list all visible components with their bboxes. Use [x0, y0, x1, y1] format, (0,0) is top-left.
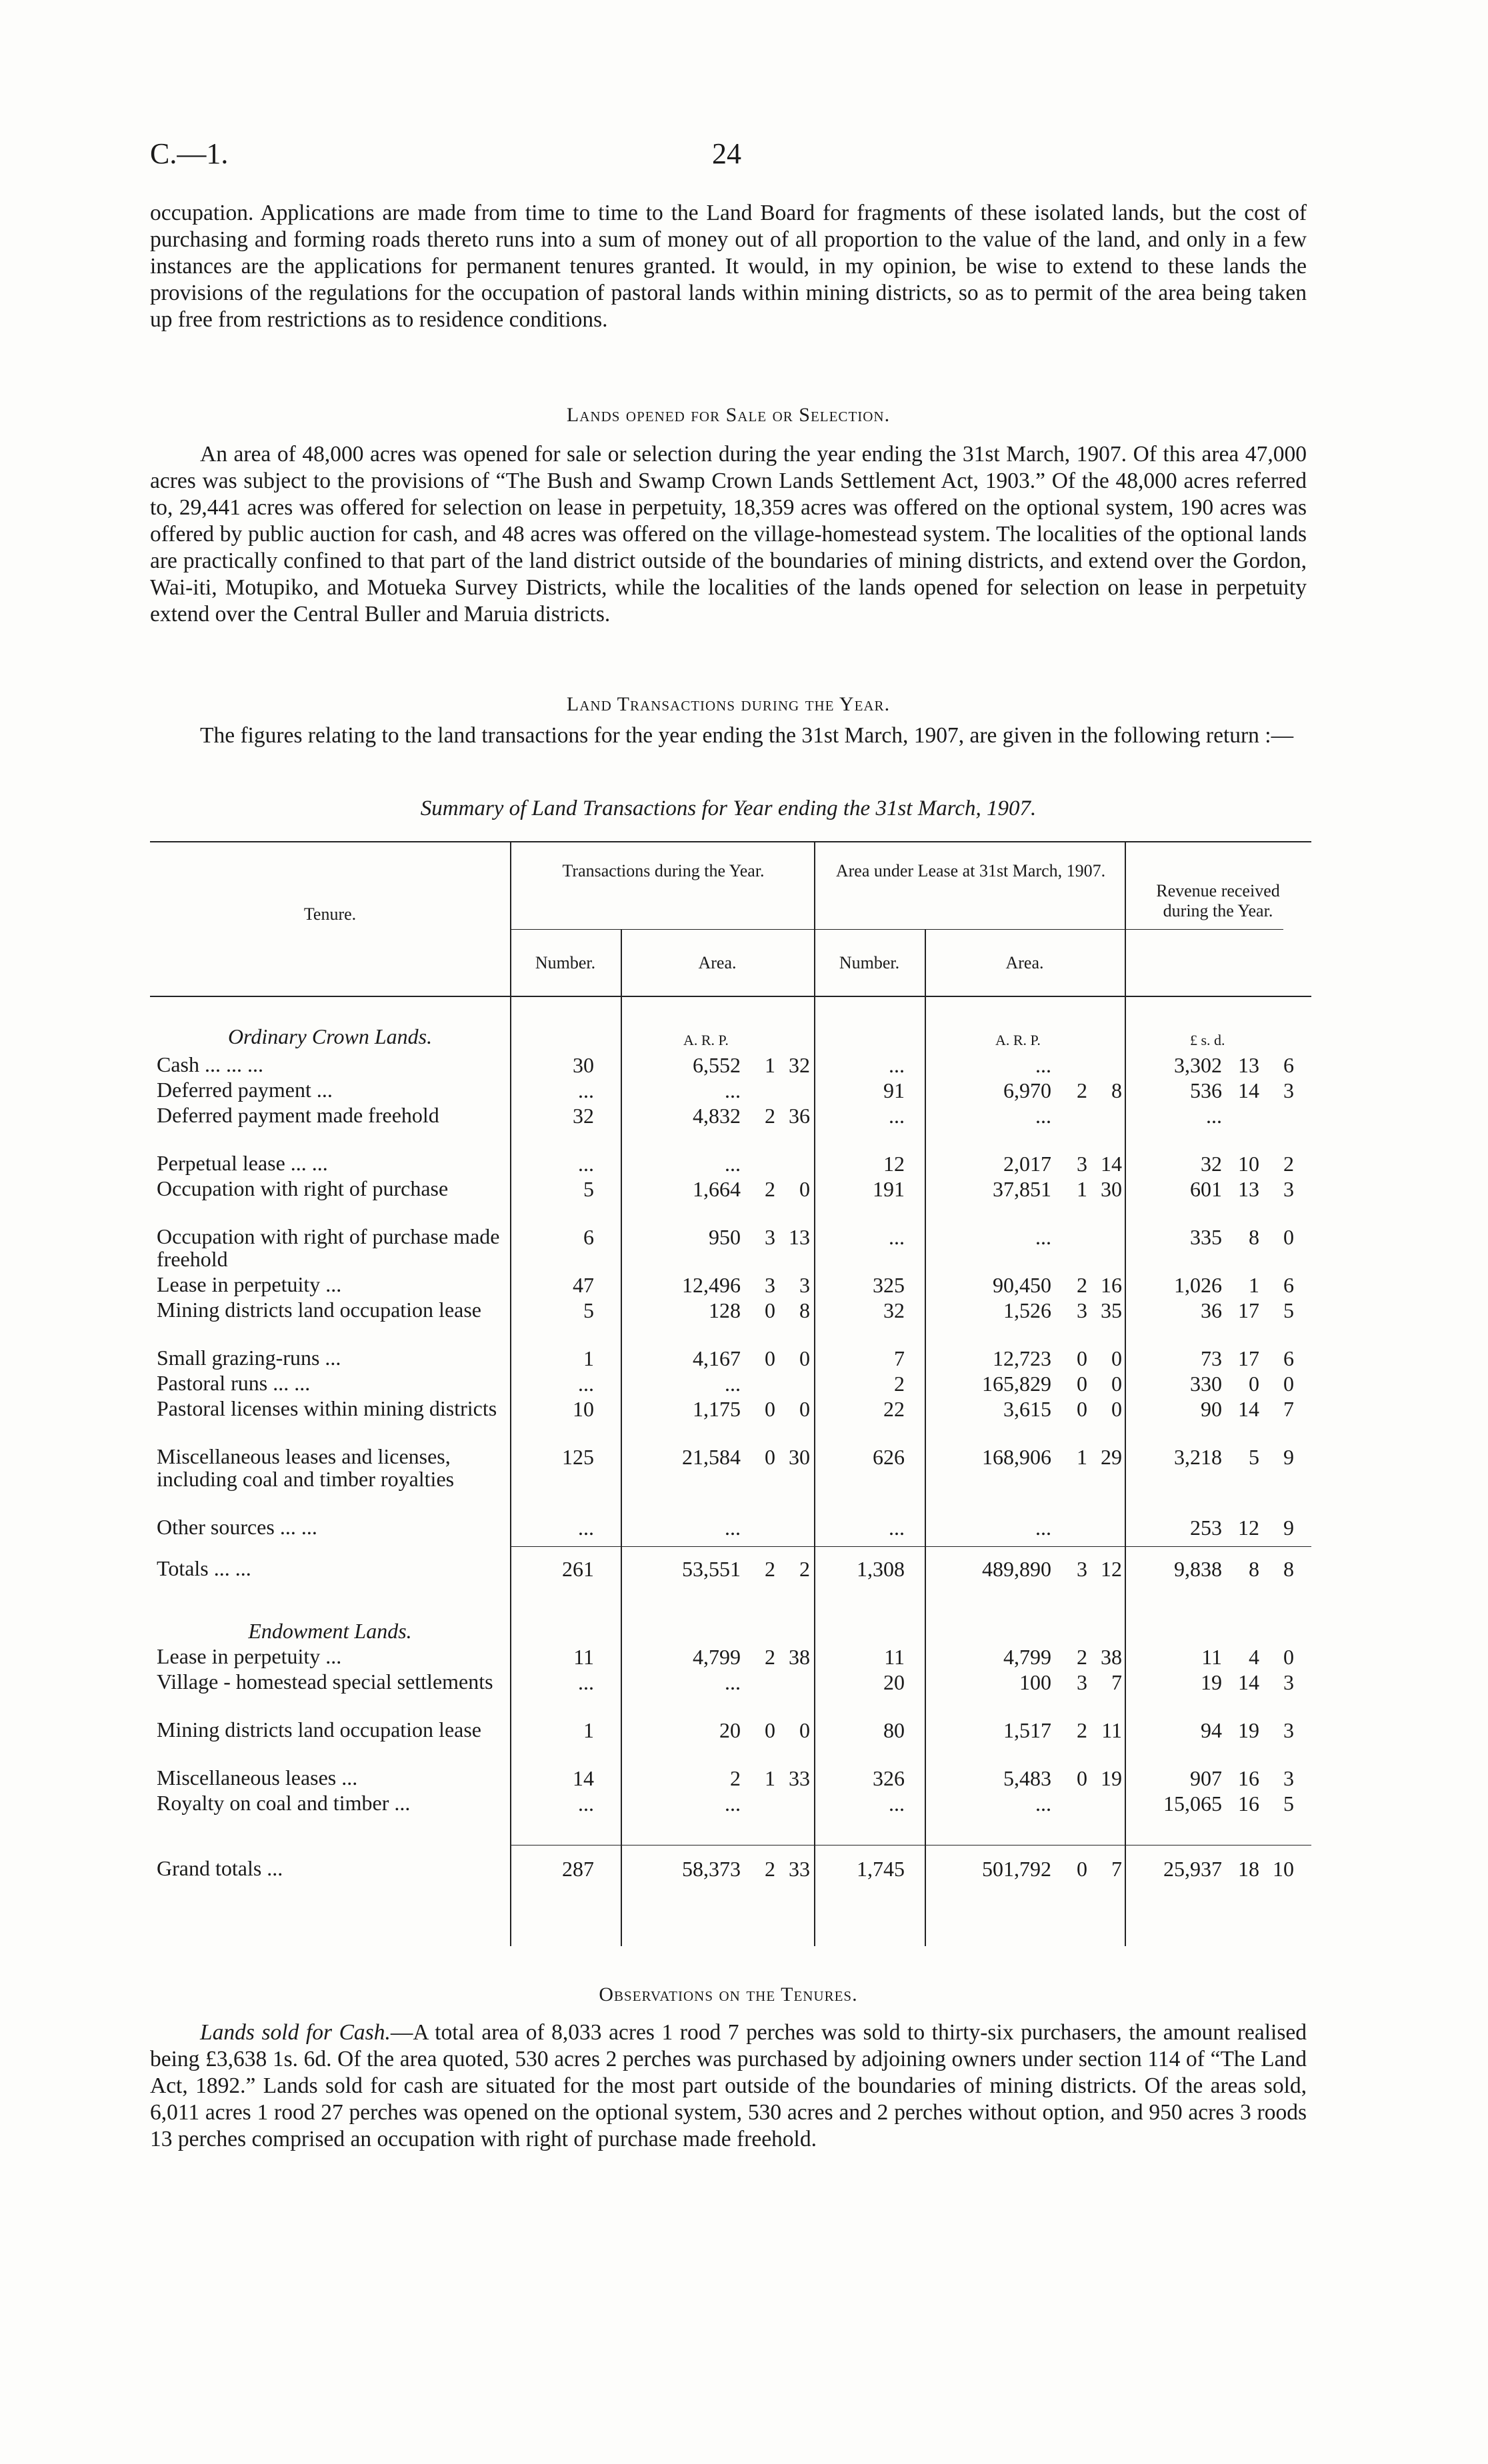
endow-row-4-rd: 5 — [1283, 1792, 1294, 1816]
table-row-4-ta: 1,664 — [693, 1177, 741, 1201]
table-row-1-lp: 8 — [1111, 1078, 1122, 1102]
table-row-7-rd: 5 — [1283, 1298, 1294, 1322]
vrule-3 — [814, 841, 815, 1946]
table-row-10-rd: 7 — [1283, 1397, 1294, 1421]
table-row-4-la: 37,851 — [993, 1177, 1051, 1201]
table-row-10-tn: 10 — [573, 1397, 594, 1421]
intro-text: occupation. Applications are made from time to time to the Land Board for fragments of these isolated lands, but the cost of purchasing and forming roads thereto runs into a sum of money out of all proportion to the value of the land, and only in a few instances are the applications for permanent tenures granted. It would, in my opinion, be wise to extend to these lands the provisions of the regulations for the occupation of pastoral lands within mining districts, so as to permit of the area being taken up free from restrictions as to residence conditions. — [150, 201, 1307, 332]
endow-row-0-ln: 11 — [884, 1645, 905, 1669]
endow-row-1-ln: 20 — [883, 1670, 905, 1694]
endow-row-3-tn: 14 — [573, 1766, 594, 1790]
table-row-11-tr: 0 — [765, 1445, 775, 1469]
table-row-7-ln: 32 — [883, 1298, 905, 1322]
endow-row-2-ln: 80 — [883, 1718, 905, 1742]
table-row-8-tr: 0 — [765, 1346, 775, 1370]
table-caption: Summary of Land Transactions for Year ending the 31st March, 1907. — [420, 796, 1037, 820]
endow-row-2-ta: 20 — [719, 1718, 741, 1742]
table-row-9-ta: ... — [725, 1372, 741, 1396]
endow-row-1-rd: 3 — [1283, 1670, 1294, 1694]
table-row-8-tenure: Small grazing-runs ... — [157, 1346, 341, 1370]
endow-row-2-rs: 19 — [1238, 1718, 1259, 1742]
table-row-4-tr: 2 — [765, 1177, 775, 1201]
table-row-8-la: 12,723 — [993, 1346, 1051, 1370]
grand-totals-row-ta: 58,373 — [682, 1857, 741, 1881]
table-row-10-la: 3,615 — [1003, 1397, 1051, 1421]
table-row-2-tp: 36 — [789, 1104, 810, 1128]
table-row-11-tenure: Miscellaneous leases and licenses, including coal and timber royalties — [157, 1444, 455, 1491]
endow-row-0-rs: 4 — [1249, 1645, 1259, 1669]
endow-row-0-tenure: Lease in perpetuity ... — [157, 1644, 342, 1668]
endow-row-0-tr: 2 — [765, 1645, 775, 1669]
table-row-4-tn: 5 — [583, 1177, 594, 1201]
endow-row-3-tr: 1 — [765, 1766, 775, 1790]
endow-row-0-tp: 38 — [789, 1645, 810, 1669]
table-row-12-rd: 9 — [1283, 1516, 1294, 1540]
table-row-0-tr: 1 — [765, 1053, 775, 1077]
table-row-4-rs: 13 — [1238, 1177, 1259, 1201]
table-row-12-ln: ... — [889, 1516, 905, 1540]
table-row-9-tenure: Pastoral runs ... ... — [157, 1371, 311, 1395]
observations-paragraph — [150, 2019, 1307, 2153]
totals-row-tp: 2 — [799, 1557, 810, 1581]
table-row-7-lr: 3 — [1077, 1298, 1087, 1322]
table-row-12-la: ... — [1035, 1516, 1051, 1540]
table-row-10-lp: 0 — [1111, 1397, 1122, 1421]
table-row-9-lr: 0 — [1077, 1372, 1087, 1396]
grand-totals-row-tp: 33 — [789, 1857, 810, 1881]
col-lease-header: Area under Lease at 31st March, 1907. — [835, 861, 1106, 880]
grand-totals-row-rs: 18 — [1238, 1857, 1259, 1881]
table-row-10-ta: 1,175 — [693, 1397, 741, 1421]
section-endowment-lands: Endowment Lands. — [248, 1619, 412, 1643]
grand-totals-row-tr: 2 — [765, 1857, 775, 1881]
endow-row-0-la: 4,799 — [1003, 1645, 1051, 1669]
table-row-7-tenure: Mining districts land occupation lease — [157, 1298, 481, 1322]
table-row-6-tp: 3 — [799, 1273, 810, 1297]
table-row-3-rd: 2 — [1283, 1152, 1294, 1176]
table-row-4-rd: 3 — [1283, 1177, 1294, 1201]
col-tenure-header: Tenure. — [303, 904, 357, 924]
table-row-7-ta: 128 — [709, 1298, 741, 1322]
lease-number-header: Number. — [839, 953, 900, 972]
revenue-units: £ s. d. — [1190, 1032, 1225, 1048]
endow-row-2-rp: 94 — [1201, 1718, 1222, 1742]
endow-row-4-ln: ... — [889, 1792, 905, 1816]
table-row-8-ln: 7 — [894, 1346, 905, 1370]
table-row-9-rd: 0 — [1283, 1372, 1294, 1396]
table-row-0-tp: 32 — [789, 1053, 810, 1077]
table-row-11-lr: 1 — [1077, 1445, 1087, 1469]
table-row-1-rd: 3 — [1283, 1078, 1294, 1102]
table-row-9-rp: 330 — [1190, 1372, 1222, 1396]
table-row-9-ln: 2 — [894, 1372, 905, 1396]
table-row-8-lp: 0 — [1111, 1346, 1122, 1370]
totals-row-rs: 8 — [1249, 1557, 1259, 1581]
table-row-12-tenure: Other sources ... ... — [157, 1515, 317, 1539]
table-row-6-ln: 325 — [873, 1273, 905, 1297]
totals-row-tn: 261 — [562, 1557, 594, 1581]
table-row-11-ta: 21,584 — [682, 1445, 741, 1469]
table-row-7-rp: 36 — [1201, 1298, 1222, 1322]
endow-row-4-rs: 16 — [1238, 1792, 1259, 1816]
endow-row-1-ta: ... — [725, 1670, 741, 1694]
totals-row-ln: 1,308 — [857, 1557, 905, 1581]
endow-row-0-lr: 2 — [1077, 1645, 1087, 1669]
table-row-3-ta: ... — [725, 1152, 741, 1176]
table-row-0-rd: 6 — [1283, 1053, 1294, 1077]
endow-row-1-lr: 3 — [1077, 1670, 1087, 1694]
table-row-0-ta: 6,552 — [693, 1053, 741, 1077]
endow-row-2-rd: 3 — [1283, 1718, 1294, 1742]
table-row-10-tr: 0 — [765, 1397, 775, 1421]
table-row-6-lp: 16 — [1101, 1273, 1122, 1297]
table-row-4-rp: 601 — [1190, 1177, 1222, 1201]
table-row-4-ln: 191 — [873, 1177, 905, 1201]
lease-area-header: Area. — [1005, 953, 1044, 972]
table-row-7-lp: 35 — [1101, 1298, 1122, 1322]
table-row-5-rd: 0 — [1283, 1225, 1294, 1249]
table-row-4-tp: 0 — [799, 1177, 810, 1201]
table-row-0-rs: 13 — [1238, 1053, 1259, 1077]
table-row-3-lr: 3 — [1077, 1152, 1087, 1176]
endow-row-0-rp: 11 — [1201, 1645, 1222, 1669]
table-row-10-ln: 22 — [883, 1397, 905, 1421]
endow-row-3-rs: 16 — [1238, 1766, 1259, 1790]
grand-totals-row-rd: 10 — [1273, 1857, 1294, 1881]
table-row-10-tp: 0 — [799, 1397, 810, 1421]
table-row-2-rp: ... — [1206, 1104, 1222, 1128]
table-row-5-rs: 8 — [1249, 1225, 1259, 1249]
table-row-6-lr: 2 — [1077, 1273, 1087, 1297]
totals-row-lr: 3 — [1077, 1557, 1087, 1581]
endow-row-3-lr: 0 — [1077, 1766, 1087, 1790]
summary-table — [150, 841, 1311, 1966]
table-row-3-ln: 12 — [883, 1152, 905, 1176]
table-row-6-tr: 3 — [765, 1273, 775, 1297]
table-row-11-rp: 3,218 — [1174, 1445, 1222, 1469]
table-row-0-rp: 3,302 — [1174, 1053, 1222, 1077]
grand-totals-row-ln: 1,745 — [857, 1857, 905, 1881]
table-row-7-tr: 0 — [765, 1298, 775, 1322]
table-row-5-tp: 13 — [789, 1225, 810, 1249]
transactions-paragraph — [150, 722, 1307, 749]
endow-row-0-ta: 4,799 — [693, 1645, 741, 1669]
table-row-6-rs: 1 — [1249, 1273, 1259, 1297]
trans-number-header: Number. — [535, 953, 596, 972]
vrule-1 — [510, 841, 511, 1946]
endow-row-3-tp: 33 — [789, 1766, 810, 1790]
table-row-0-tenure: Cash ... ... ... — [157, 1052, 263, 1076]
endow-row-4-tn: ... — [578, 1792, 594, 1816]
endow-row-1-lp: 7 — [1111, 1670, 1122, 1694]
table-row-10-rs: 14 — [1238, 1397, 1259, 1421]
section-ordinary-crown-lands: Ordinary Crown Lands. — [227, 1024, 433, 1048]
table-row-9-tn: ... — [578, 1372, 594, 1396]
grand-totals-row-lr: 0 — [1077, 1857, 1087, 1881]
table-row-2-la: ... — [1035, 1104, 1051, 1128]
lands-opened-paragraph — [150, 441, 1307, 628]
endow-row-4-rp: 15,065 — [1163, 1792, 1222, 1816]
endow-row-1-la: 100 — [1019, 1670, 1051, 1694]
observations-text — [150, 2019, 1307, 2153]
table-row-7-rs: 17 — [1238, 1298, 1259, 1322]
trans-area-units: A. R. P. — [683, 1032, 729, 1048]
table-row-1-lr: 2 — [1077, 1078, 1087, 1102]
grand-totals-row-rp: 25,937 — [1163, 1857, 1222, 1881]
trans-area-header: Area. — [698, 953, 737, 972]
endow-row-2-tp: 0 — [799, 1718, 810, 1742]
table-row-6-rp: 1,026 — [1174, 1273, 1222, 1297]
table-row-3-la: 2,017 — [1003, 1152, 1051, 1176]
endow-row-2-lr: 2 — [1077, 1718, 1087, 1742]
grand-totals-row-tn: 287 — [562, 1857, 594, 1881]
table-row-11-tn: 125 — [562, 1445, 594, 1469]
endow-row-2-tr: 0 — [765, 1718, 775, 1742]
totals-row-tenure: Totals ... ... — [157, 1556, 251, 1580]
table-row-1-ta: ... — [725, 1078, 741, 1102]
table-row-6-la: 90,450 — [993, 1273, 1051, 1297]
table-row-10-tenure: Pastoral licenses within mining districts — [157, 1396, 497, 1420]
lands-opened-text: An area of 48,000 acres was opened for sale or selection during the year ending the 31st March, 1907. Of this area 47,000 acres was subject to the provisions of “The Bush and Swamp Crown Lands Settlement Act, 1903.” Of the 48,000 acres referred to, 29,441 acres was offered for selection on lease in perpetuity, 18,359 acres was offered on the optional system, 190 acres was offered by public auction for cash, and 48 acres was offered on the village-homestead system. The localities of the optional lands are practically confined to that part of the land district outside of the boundaries of mining districts, and extend over the Gordon, Wai-iti, Motupiko, and Motueka Survey Districts, while the localities of the lands opened for selection on lease in perpetuity extend over the Central Buller and Maruia districts. — [150, 442, 1307, 626]
table-row-3-rs: 10 — [1238, 1152, 1259, 1176]
endow-row-4-ta: ... — [725, 1792, 741, 1816]
table-row-3-tenure: Perpetual lease ... ... — [157, 1151, 328, 1175]
table-row-9-rs: 0 — [1249, 1372, 1259, 1396]
table-row-9-lp: 0 — [1111, 1372, 1122, 1396]
table-row-12-rs: 12 — [1238, 1516, 1259, 1540]
table-row-8-rs: 17 — [1238, 1346, 1259, 1370]
table-row-5-ta: 950 — [709, 1225, 741, 1249]
endow-row-1-tn: ... — [578, 1670, 594, 1694]
endow-row-2-la: 1,517 — [1003, 1718, 1051, 1742]
endow-row-4-tenure: Royalty on coal and timber ... — [157, 1791, 411, 1815]
table-row-2-tn: 32 — [573, 1104, 594, 1128]
endow-row-3-ta: 2 — [730, 1766, 741, 1790]
table-row-11-ln: 626 — [873, 1445, 905, 1469]
endow-row-1-tenure: Village - homestead special settlements — [157, 1670, 493, 1694]
table-row-1-ln: 91 — [883, 1078, 905, 1102]
intro-paragraph — [150, 200, 1307, 333]
running-head: C.—1. — [150, 137, 229, 170]
header-mid-rule — [510, 929, 1283, 930]
table-row-1-tenure: Deferred payment ... — [157, 1078, 333, 1102]
table-row-7-tn: 5 — [583, 1298, 594, 1322]
table-row-11-rs: 5 — [1249, 1445, 1259, 1469]
totals-row-rd: 8 — [1283, 1557, 1294, 1581]
endow-row-4-la: ... — [1035, 1792, 1051, 1816]
table-row-10-rp: 90 — [1201, 1397, 1222, 1421]
endow-row-3-tenure: Miscellaneous leases ... — [157, 1766, 358, 1790]
table-row-1-rs: 14 — [1238, 1078, 1259, 1102]
table-row-5-tn: 6 — [583, 1225, 594, 1249]
table-row-6-tn: 47 — [573, 1273, 594, 1297]
table-row-7-tp: 8 — [799, 1298, 810, 1322]
table-row-11-lp: 29 — [1101, 1445, 1122, 1469]
table-row-12-ta: ... — [725, 1516, 741, 1540]
table-row-9-la: 165,829 — [982, 1372, 1051, 1396]
endow-row-0-tn: 11 — [573, 1645, 594, 1669]
col-revenue-header: Revenue received during the Year. — [1156, 881, 1280, 920]
table-row-6-tenure: Lease in perpetuity ... — [157, 1272, 342, 1296]
grand-totals-row-la: 501,792 — [982, 1857, 1051, 1881]
endow-row-1-rs: 14 — [1238, 1670, 1259, 1694]
endow-row-2-tn: 1 — [583, 1718, 594, 1742]
lease-area-units: A. R. P. — [995, 1032, 1041, 1048]
grand-totals-row-tenure: Grand totals ... — [157, 1856, 283, 1880]
table-row-0-ln: ... — [889, 1053, 905, 1077]
totals-row-lp: 12 — [1101, 1557, 1122, 1581]
table-row-0-la: ... — [1035, 1053, 1051, 1077]
table-row-5-la: ... — [1035, 1225, 1051, 1249]
endow-row-0-lp: 38 — [1101, 1645, 1122, 1669]
table-row-4-tenure: Occupation with right of purchase — [157, 1176, 449, 1200]
endow-row-3-la: 5,483 — [1003, 1766, 1051, 1790]
table-row-2-tr: 2 — [765, 1104, 775, 1128]
totals-row-ta: 53,551 — [682, 1557, 741, 1581]
table-row-1-tn: ... — [578, 1078, 594, 1102]
table-row-7-la: 1,526 — [1003, 1298, 1051, 1322]
table-row-12-rp: 253 — [1190, 1516, 1222, 1540]
table-row-8-tn: 1 — [583, 1346, 594, 1370]
table-row-3-lp: 14 — [1101, 1152, 1122, 1176]
section-heading-observations: Observations on the Tenures. — [599, 1983, 858, 2005]
table-row-5-tenure: Occupation with right of purchase made freehold — [157, 1224, 500, 1271]
endow-row-0-rd: 0 — [1283, 1645, 1294, 1669]
observations-body: —A total area of 8,033 acres 1 rood 7 perches was sold to thirty-six purchasers, the amount realised being £3,638 1s. 6d. Of the area quoted, 530 acres 2 perches was purchased by adjoining owners under section 114 of “The Land Act, 1892.” Lands sold for cash are situated for the most part outside of the boundaries of mining districts. Of the areas sold, 6,011 acres 1 rood 27 perches was opened on the optional system, 530 acres and 2 perches without option, and 950 acres 3 roods 13 perches comprised an occupation with right of purchase made freehold. — [150, 2020, 1307, 2151]
table-row-8-rp: 73 — [1201, 1346, 1222, 1370]
totals-rule-top — [510, 1546, 1311, 1547]
table-row-5-tr: 3 — [765, 1225, 775, 1249]
vrule-4 — [925, 929, 926, 1946]
endow-row-3-rd: 3 — [1283, 1766, 1294, 1790]
grand-totals-row-lp: 7 — [1111, 1857, 1122, 1881]
observations-lead: Lands sold for Cash. — [200, 2020, 391, 2045]
vrule-2 — [621, 929, 622, 1946]
table-row-11-rd: 9 — [1283, 1445, 1294, 1469]
header-bottom-rule — [150, 996, 1311, 997]
table-row-11-la: 168,906 — [982, 1445, 1051, 1469]
endow-row-1-rp: 19 — [1201, 1670, 1222, 1694]
table-row-5-ln: ... — [889, 1225, 905, 1249]
vrule-5 — [1125, 841, 1126, 1946]
table-row-3-tn: ... — [578, 1152, 594, 1176]
endow-row-2-tenure: Mining districts land occupation lease — [157, 1718, 481, 1742]
table-row-4-lp: 30 — [1101, 1177, 1122, 1201]
col-transactions-header: Transactions during the Year. — [562, 861, 765, 880]
totals-row-la: 489,890 — [982, 1557, 1051, 1581]
table-row-8-ta: 4,167 — [693, 1346, 741, 1370]
endow-row-2-lp: 11 — [1101, 1718, 1122, 1742]
table-row-1-la: 6,970 — [1003, 1078, 1051, 1102]
endow-row-3-rp: 907 — [1190, 1766, 1222, 1790]
table-row-2-ta: 4,832 — [693, 1104, 741, 1128]
table-row-8-lr: 0 — [1077, 1346, 1087, 1370]
table-row-8-rd: 6 — [1283, 1346, 1294, 1370]
table-top-rule — [150, 841, 1311, 842]
table-row-0-tn: 30 — [573, 1053, 594, 1077]
table-row-11-tp: 30 — [789, 1445, 810, 1469]
endow-row-3-ln: 326 — [873, 1766, 905, 1790]
table-row-6-rd: 6 — [1283, 1273, 1294, 1297]
section-heading-transactions: Land Transactions during the Year. — [566, 693, 891, 715]
table-row-2-ln: ... — [889, 1104, 905, 1128]
table-row-8-tp: 0 — [799, 1346, 810, 1370]
table-row-12-tn: ... — [578, 1516, 594, 1540]
table-row-2-tenure: Deferred payment made freehold — [157, 1103, 439, 1127]
table-row-4-lr: 1 — [1077, 1177, 1087, 1201]
totals-row-rp: 9,838 — [1174, 1557, 1222, 1581]
transactions-text: The figures relating to the land transactions for the year ending the 31st March, 1907, are given in the following return :— — [200, 723, 1294, 748]
grand-totals-rule-top — [510, 1845, 1311, 1846]
table-row-1-rp: 536 — [1190, 1078, 1222, 1102]
table-row-3-rp: 32 — [1201, 1152, 1222, 1176]
page-number: 24 — [712, 137, 741, 170]
totals-row-tr: 2 — [765, 1557, 775, 1581]
table-row-6-ta: 12,496 — [682, 1273, 741, 1297]
table-row-5-rp: 335 — [1190, 1225, 1222, 1249]
table-row-10-lr: 0 — [1077, 1397, 1087, 1421]
endow-row-3-lp: 19 — [1101, 1766, 1122, 1790]
section-heading-lands-opened: Lands opened for Sale or Selection. — [566, 404, 891, 426]
